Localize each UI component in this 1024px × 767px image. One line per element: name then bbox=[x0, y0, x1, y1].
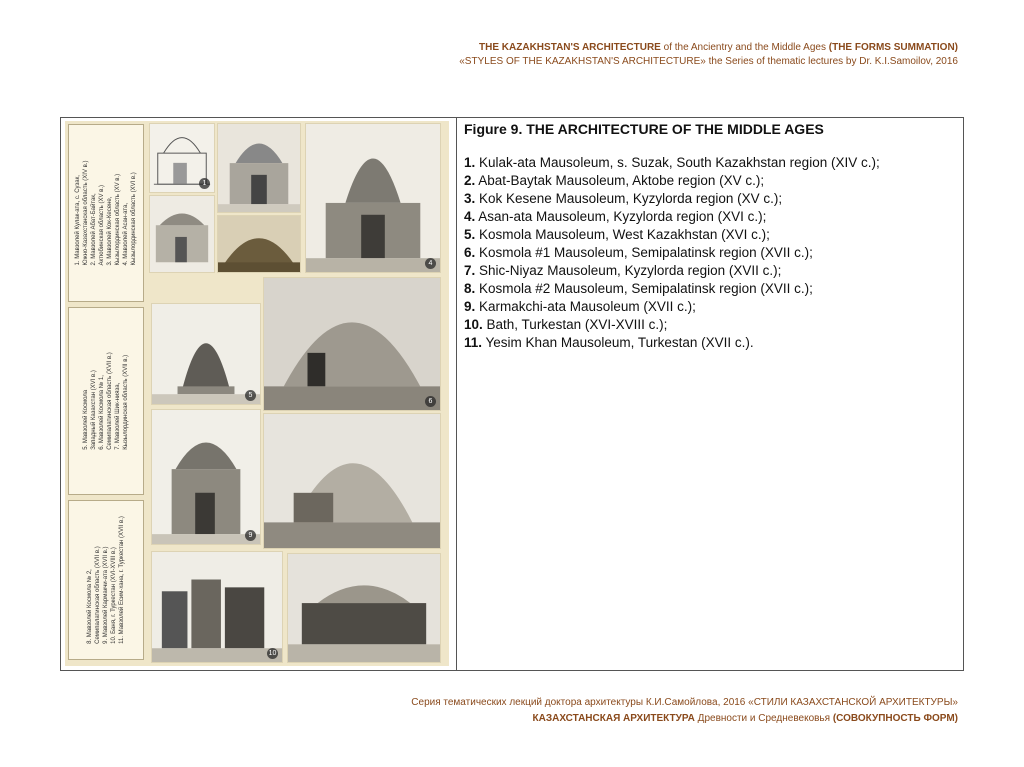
photo-shic-niyaz bbox=[151, 409, 261, 545]
legend-line: Актюбинская область (XV в.) bbox=[99, 184, 105, 266]
caption-item-text: Karmakchi-ata Mausoleum (XVII c.); bbox=[475, 299, 696, 314]
legend-line: Южно-Казахстанская область (XIV в.) bbox=[83, 160, 89, 266]
caption-item-text: Abat-Baytak Mausoleum, Aktobe region (XV c.); bbox=[475, 173, 765, 188]
legend-line: 10. Баня, г. Туркестан (XVI-XVIII в.) bbox=[111, 547, 117, 644]
photo-kosmola-2 bbox=[263, 413, 441, 549]
footer-line-2-bold: КАЗАХСТАНСКАЯ АРХИТЕКТУРА bbox=[532, 713, 695, 724]
photo-yesim-khan bbox=[287, 553, 441, 663]
caption-item-number: 8. bbox=[464, 281, 476, 296]
legend-2 bbox=[68, 307, 144, 495]
header-title-end: (THE FORMS SUMMATION) bbox=[828, 42, 958, 53]
legend-2-text bbox=[82, 352, 130, 450]
caption-item-text: Asan-ata Mausoleum, Kyzylorda region (XVI c.); bbox=[475, 209, 767, 224]
caption-item bbox=[464, 298, 959, 316]
figure-frame bbox=[60, 117, 964, 671]
caption-item bbox=[464, 334, 959, 352]
legend-1 bbox=[68, 124, 144, 302]
footer-line-2 bbox=[533, 713, 958, 724]
legend-line: 7. Мавзолей Шик-ниязa, bbox=[115, 382, 121, 450]
legend-line: 2. Мавзолей Абат-Байтак, bbox=[91, 193, 97, 266]
photo-bath-turkestan bbox=[151, 551, 283, 663]
caption-item-number: 3. bbox=[464, 191, 476, 206]
legend-line: Семипалатинская область (XVII в.) bbox=[95, 546, 101, 644]
photo-asan-ata bbox=[217, 215, 301, 273]
caption-item-text: Yesim Khan Mausoleum, Turkestan (XVII c.). bbox=[482, 335, 754, 350]
legend-line: Кызылординская область (XVI в.) bbox=[131, 172, 137, 266]
caption-item bbox=[464, 208, 959, 226]
caption-item-number: 10. bbox=[464, 317, 483, 332]
caption-item-number: 9. bbox=[464, 299, 476, 314]
legend-line: Западный Казахстан (XVI в.) bbox=[91, 370, 97, 450]
caption-item bbox=[464, 172, 959, 190]
caption-item bbox=[464, 280, 959, 298]
legend-3-text bbox=[86, 516, 126, 644]
header-title-bold: THE KAZAKHSTAN'S ARCHITECTURE bbox=[479, 42, 661, 53]
caption-item-number: 5. bbox=[464, 227, 476, 242]
caption-item-text: Kosmola Mausoleum, West Kazakhstan (XVI c.); bbox=[475, 227, 770, 242]
caption-list bbox=[464, 154, 959, 352]
legend-line: 9. Мавзолей Кармакчи-ата (XVII в.) bbox=[103, 546, 109, 644]
header-title bbox=[479, 42, 958, 53]
caption-item-number: 1. bbox=[464, 155, 476, 170]
caption-title: Figure 9. THE ARCHITECTURE OF THE MIDDLE AGES bbox=[464, 121, 824, 137]
caption-item bbox=[464, 244, 959, 262]
photo-number: 6 bbox=[425, 396, 436, 407]
photo-plate bbox=[65, 121, 449, 666]
photo-abat-baytak bbox=[217, 123, 301, 213]
legend-line: 6. Мавзолей Космола № 1, bbox=[99, 375, 105, 450]
photo-kosmola-1 bbox=[263, 277, 441, 411]
legend-3 bbox=[68, 500, 144, 660]
legend-1-text bbox=[74, 161, 138, 266]
photo-kok-kesene bbox=[305, 123, 441, 273]
header-subtitle: «STYLES OF THE KAZAKHSTAN'S ARCHITECTURE» the Series of thematic lectures by Dr. K.I.Samoilov, 2016 bbox=[459, 56, 958, 67]
photo-number: 1 bbox=[199, 178, 210, 189]
footer-line-1: Серия тематических лекций доктора архитектуры К.И.Самойлова, 2016 «СТИЛИ КАЗАХСТАНСКОЙ АРХИТЕКТУРЫ» bbox=[411, 697, 958, 708]
caption-item bbox=[464, 190, 959, 208]
caption-item-number: 2. bbox=[464, 173, 476, 188]
column-divider bbox=[456, 118, 457, 670]
caption-item-number: 11. bbox=[464, 335, 483, 350]
caption-item-number: 4. bbox=[464, 209, 476, 224]
photo-number: 5 bbox=[245, 390, 256, 401]
caption-item bbox=[464, 316, 959, 334]
caption-item-text: Kok Kesene Mausoleum, Kyzylorda region (XV c.); bbox=[475, 191, 783, 206]
photo-number: 9 bbox=[245, 530, 256, 541]
legend-line: 8. Мавзолей Космола № 2, bbox=[87, 569, 93, 644]
photo-sketch-small bbox=[149, 195, 215, 273]
caption-item-text: Shic-Niyaz Mausoleum, Kyzylorda region (XVII c.); bbox=[475, 263, 782, 278]
legend-line: 5. Мавзолей Космола bbox=[83, 389, 89, 450]
caption-item bbox=[464, 226, 959, 244]
caption-item-text: Kosmola #1 Mausoleum, Semipalatinsk region (XVII c.); bbox=[475, 245, 813, 260]
caption-item-text: Bath, Turkestan (XVI-XVIII c.); bbox=[482, 317, 668, 332]
photo-number: 10 bbox=[268, 650, 277, 657]
footer-line-2-mid: Древности и Средневековья bbox=[694, 713, 833, 724]
header-title-mid: of the Ancientry and the Middle Ages bbox=[660, 42, 829, 53]
legend-line: Кызылординская область (XV в.) bbox=[115, 173, 121, 266]
legend-line: 11. Мавзолей Есим-хана, г. Туркестан (XVII в.) bbox=[119, 516, 125, 644]
legend-line: 1. Мавзолей Кулак-ата, с. Сузак, bbox=[75, 175, 81, 266]
caption-item bbox=[464, 262, 959, 280]
footer-line-2-end: (СОВОКУПНОСТЬ ФОРМ) bbox=[832, 713, 958, 724]
legend-line: 3. Мавзолей Кок-Кесене, bbox=[107, 196, 113, 266]
caption-item-text: Kosmola #2 Mausoleum, Semipalatinsk region (XVII c.); bbox=[475, 281, 813, 296]
legend-line: Кызылординская область (XVII в.) bbox=[123, 354, 129, 450]
photo-kosmola bbox=[151, 303, 261, 405]
caption-item-number: 6. bbox=[464, 245, 476, 260]
caption-item-number: 7. bbox=[464, 263, 476, 278]
caption-item-text: Kulak-ata Mausoleum, s. Suzak, South Kazakhstan region (XIV c.); bbox=[475, 155, 880, 170]
photo-kulak-ata bbox=[149, 123, 215, 193]
caption-item bbox=[464, 154, 959, 172]
legend-line: 4. Мавзолей Асан-ата, bbox=[123, 202, 129, 266]
legend-line: Семипалатинская область (XVII в.) bbox=[107, 352, 113, 450]
photo-number: 4 bbox=[425, 258, 436, 269]
figure-caption bbox=[464, 120, 959, 352]
